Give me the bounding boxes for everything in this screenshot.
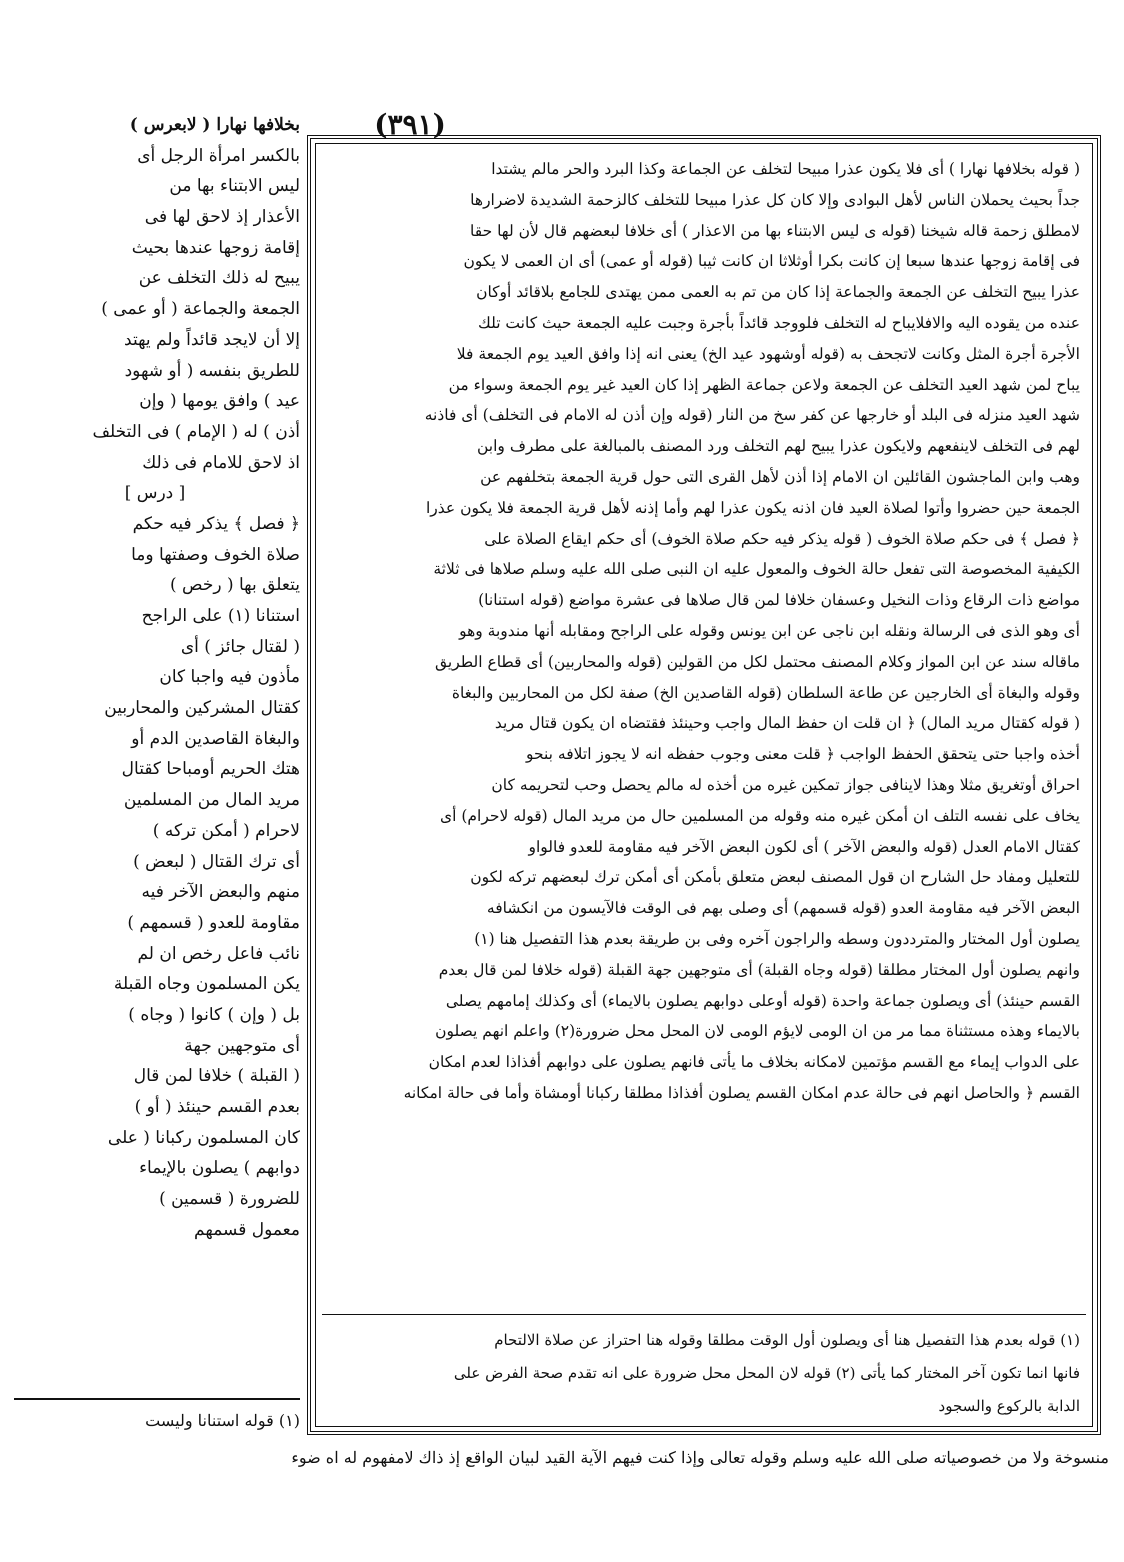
margin-column (10, 110, 300, 1245)
margin-footnote: (١) قوله استنانا وليست (145, 1411, 300, 1430)
margin-line: الجمعة والجماعة ( أو عمى ) (101, 299, 300, 320)
commentary-line: الجمعة حين حضروا وأتوا لصلاة العيد فان اذنه يكون عذرا لهم وأما إذنه لأهل قرية الجمعة فلا يكون عذرا (425, 498, 1080, 517)
margin-line: إلا أن لايجد قائداً ولم يهتد (124, 329, 300, 350)
margin-line: يبيح له ذلك التخلف عن (138, 268, 300, 289)
commentary-line: بالايماء وهذه مستثناة مما مر من ان الومى لايؤم الومى لان المحل محل ضرورة(٢) واعلم انهم يصلون (435, 1022, 1080, 1041)
commentary-line: البعض الآخر فيه مقاومة العدو (قوله قسمهم) أى وصلى بهم فى الوقت فالآيسون من انكشافه (486, 899, 1080, 918)
commentary-line: يصلون أول المختار والمترددون وسطه والراجون آخره وفى بن طريقة بعدم هذا التفصيل هنا (١) (474, 929, 1080, 948)
margin-line: معمول قسمهم (194, 1219, 300, 1240)
commentary-line: جداً بحيث يحملان الناس لأهل البوادى وإلا كان كل عذرا مبيحا للتخلف كالزحمة الشديدة لاضرارها (470, 190, 1080, 209)
margin-line: ( لقتال جائز ) أى (180, 636, 300, 657)
commentary-line: يباح لمن شهد العيد التخلف عن الجمعة ولاعن جماعة الظهر إذا كان العيد غير يوم الجمعة وسواء من (448, 375, 1080, 394)
commentary-line: عنده من يقوده اليه والافلايباح له التخلف فلووجد قائداً بأجرة وجبت عليه الجمعة حيث كانت تلك (478, 313, 1080, 332)
footnote-line: فانها انما تكون آخر المختار كما يأتى (٢) قوله لان المحل محل ضرورة على انه تقدم صحة الفرض على (453, 1364, 1080, 1382)
margin-line: إقامة زوجها عندها بحيث (131, 237, 300, 258)
commentary-line: فى إقامة زوجها عندها سبعا إن كانت بكرا أوثلاثا ان كانت ثيبا (قوله أو عمى) أى ان العمى لا يكون (463, 252, 1080, 271)
margin-line: بخلافها نهارا ( لابعرس ) (129, 115, 300, 135)
margin-line: مقاومة للعدو ( قسمهم ) (127, 912, 300, 933)
margin-line: مريد المال من المسلمين (123, 790, 300, 811)
commentary-line: الكيفية المخصوصة التى تفعل حالة الخوف والمعول عليه ان النبى صلى الله عليه وسلم صلاها فى ثلاثة (433, 560, 1080, 579)
commentary-line: على الدواب إيماء مع القسم مؤتمين لامكانه بخلاف ما يأتى فانهم يصلون على دوابهم أفذاذا لعدم امكان (428, 1053, 1080, 1072)
margin-line: لاحرام ( أمكن تركه ) (152, 820, 300, 841)
commentary-line: احراق أوتغريق مثلا وهذا لاينافى جواز تمكين غيره من أخذه له مالم يحصل وحب لتحريمه كان (491, 775, 1080, 794)
commentary-line: ماقاله سند عن ابن المواز وكلام المصنف محتمل لكل من القولين (قوله والمحاربين) أى قطاع الطريق (435, 652, 1080, 671)
commentary-text (330, 154, 1080, 1109)
margin-line: يتعلق بها ( رخص ) (169, 575, 300, 596)
margin-line: أى ترك القتال ( لبعض ) (133, 851, 300, 872)
margin-line: [ درس ] (124, 483, 186, 504)
margin-line: دوابهم ) يصلون بالإيماء (139, 1158, 300, 1179)
commentary-line: أى وهو الذى فى الرسالة ونقله ابن ناجى عن ابن يونس وقوله على الراجح ومقابله أنها مندوبة وهو (459, 621, 1080, 640)
commentary-line: القسم حينئذ) أى ويصلون جماعة واحدة (قوله أوعلى دوابهم يصلون بالايماء) أى وكذلك إمامهم يصلى (445, 991, 1080, 1010)
margin-line: للطريق بنفسه ( أو شهود (124, 360, 300, 381)
commentary-line: وقوله والبغاة أى الخارجين عن طاعة السلطان (قوله القاصدين الخ) صفة لكل من المحاربين والبغاة (451, 683, 1080, 702)
commentary-line: وهب وابن الماجشون القائلين ان الامام إذا أذن لأهل القرى التى حول قرية الجمعة بتخلفهم عن (480, 467, 1080, 486)
margin-line: أذن ) له ( الإمام ) فى التخلف (92, 421, 300, 442)
commentary-line: كقتال الامام العدل (قوله والبعض الآخر ) أى لكون البعض الآخر فيه مقاومة للعدو فالواو (528, 837, 1080, 856)
bottom-continuation-line: منسوخة ولا من خصوصياته صلى الله عليه وسلم وقوله تعالى وإذا كنت فيهم الآية القيد لبيان الواقع إذ ذاك لامفهوم له اه ضوء (291, 1448, 1109, 1467)
commentary-line: أخذه واجبا حتى يتحقق الحفظ الواجب ﴿ قلت معنى وجوب حفظه انه لا يجوز اتلافه بنحو (525, 745, 1080, 764)
commentary-line: مواضع ذات الرقاع وذات النخيل وعسفان خلافا لمن قال صلاها فى عشرة مواضع (قوله استنانا) (478, 591, 1080, 610)
margin-line: ﴿ فصل ﴾ يذكر فيه حكم (132, 513, 300, 534)
commentary-line: للتعليل ومفاد حل الشارح ان قول المصنف لبعض متعلق بأمكن أى أمكن ترك لبعضهم تركه لكون (470, 868, 1080, 887)
margin-line: منهم والبعض الآخر فيه (141, 882, 300, 903)
margin-line: صلاة الخوف وصفتها وما (131, 544, 300, 565)
commentary-line: الأجرة أجرة المثل وكانت لاتجحف به (قوله أوشهود عيد الخ) يعنى انه إذا وافق العيد يوم الجمعة فلا (456, 344, 1080, 363)
margin-line: عيد ) وافق يومها ( وإن (139, 391, 300, 412)
margin-line: الأعذار إذ لاحق لها فى (144, 207, 300, 228)
margin-line: ليس الابتناء بها من (169, 176, 300, 197)
margin-line: استنانا (١) على الراجح (141, 606, 300, 626)
margin-line: بل ( وإن ) كانوا ( وجاه ) (128, 1004, 300, 1025)
footnote-line: (١) قوله بعدم هذا التفصيل هنا أى ويصلون أول الوقت مطلقا وقوله هنا احتراز عن صلاة الالتحام (494, 1331, 1080, 1349)
commentary-line: عذرا يبيح التخلف عن الجمعة والجماعة إذا كان من تم به العمى ممن يهتدى للجامع بلاقائد أوكان (476, 283, 1080, 302)
margin-line: أى متوجهين جهة (184, 1035, 300, 1056)
margin-line: كقتال المشركين والمحاربين (104, 698, 300, 719)
commentary-line: ( قوله كقتال مريد المال) ﴿ ان قلت ان حفظ المال واجب وحينئذ فقتضاه ان يكون قتال مريد (494, 714, 1080, 733)
commentary-line: وانهم يصلون أول المختار مطلقا (قوله وجاه القبلة) أى متوجهين جهة القبلة (قوله خلافا لمن قال بعدم (438, 960, 1080, 979)
footnote-line: الدابة بالركوع والسجود (938, 1397, 1080, 1415)
main-text-inner-border (315, 143, 1093, 1427)
commentary-line: لامطلق زحمة قاله شيخنا (قوله ى ليس الابتناء بها من الاعذار ) أى خلافا لبعضهم قال لأن لها حقا (470, 221, 1080, 240)
margin-footnote-rule (14, 1398, 300, 1400)
page-number: (٣٩١) (374, 108, 446, 141)
margin-line: مأذون فيه واجبا كان (159, 667, 300, 688)
commentary-line: شهد العيد منزله فى البلد أو خارجها عن كفر سخ من النار (قوله وإن أذن له الامام فى التخلف) أى فاذنه (424, 406, 1080, 425)
margin-line: اذ لاحق للامام فى ذلك (142, 452, 300, 473)
margin-line: للضرورة ( قسمين ) (159, 1189, 300, 1210)
main-text-frame (307, 135, 1101, 1435)
commentary-line: ﴿ فصل ﴾ فى حكم صلاة الخوف ( قوله يذكر فيه حكم صلاة الخوف) أى حكم ايقاع الصلاة على (484, 529, 1080, 548)
margin-line: ( القبلة ) خلافا لمن قال (133, 1066, 300, 1087)
commentary-line: القسم ﴿ والحاصل انهم فى حالة عدم امكان القسم يصلون أفذاذا مطلقا ركبانا أومشاة وأما فى حالة امكانه (403, 1083, 1080, 1102)
footnotes (330, 1324, 1080, 1423)
commentary-line: يخاف على نفسه التلف ان أمكن غيره منه وقوله من المسلمين حال من مريد المال (قوله لاحرام) أى (440, 806, 1080, 825)
margin-line: بعدم القسم حينئذ ( أو ) (134, 1097, 300, 1117)
margin-line: والبغاة القاصدين الدم أو (131, 728, 300, 749)
commentary-line: ( قوله بخلافها نهارا ) أى فلا يكون عذرا مبيحا لتخلف عن الجماعة وكذا البرد والحر مالم يشتدا (491, 160, 1080, 178)
margin-line: يكن المسلمون وجاه القبلة (113, 974, 300, 995)
margin-line: بالكسر امرأة الرجل أى (137, 145, 300, 166)
footnote-rule (322, 1314, 1086, 1315)
margin-line: نائب فاعل رخص ان لم (137, 943, 300, 964)
margin-line: هتك الحريم أومباحا كقتال (121, 759, 300, 780)
commentary-line: لهم فى التخلف لاينفعهم ولايكون عذرا يبيح لهم التخلف ورد المصنف بالمبالغة على مطرف وابن (477, 437, 1080, 456)
margin-line: كان المسلمون ركبانا ( على (107, 1127, 300, 1148)
